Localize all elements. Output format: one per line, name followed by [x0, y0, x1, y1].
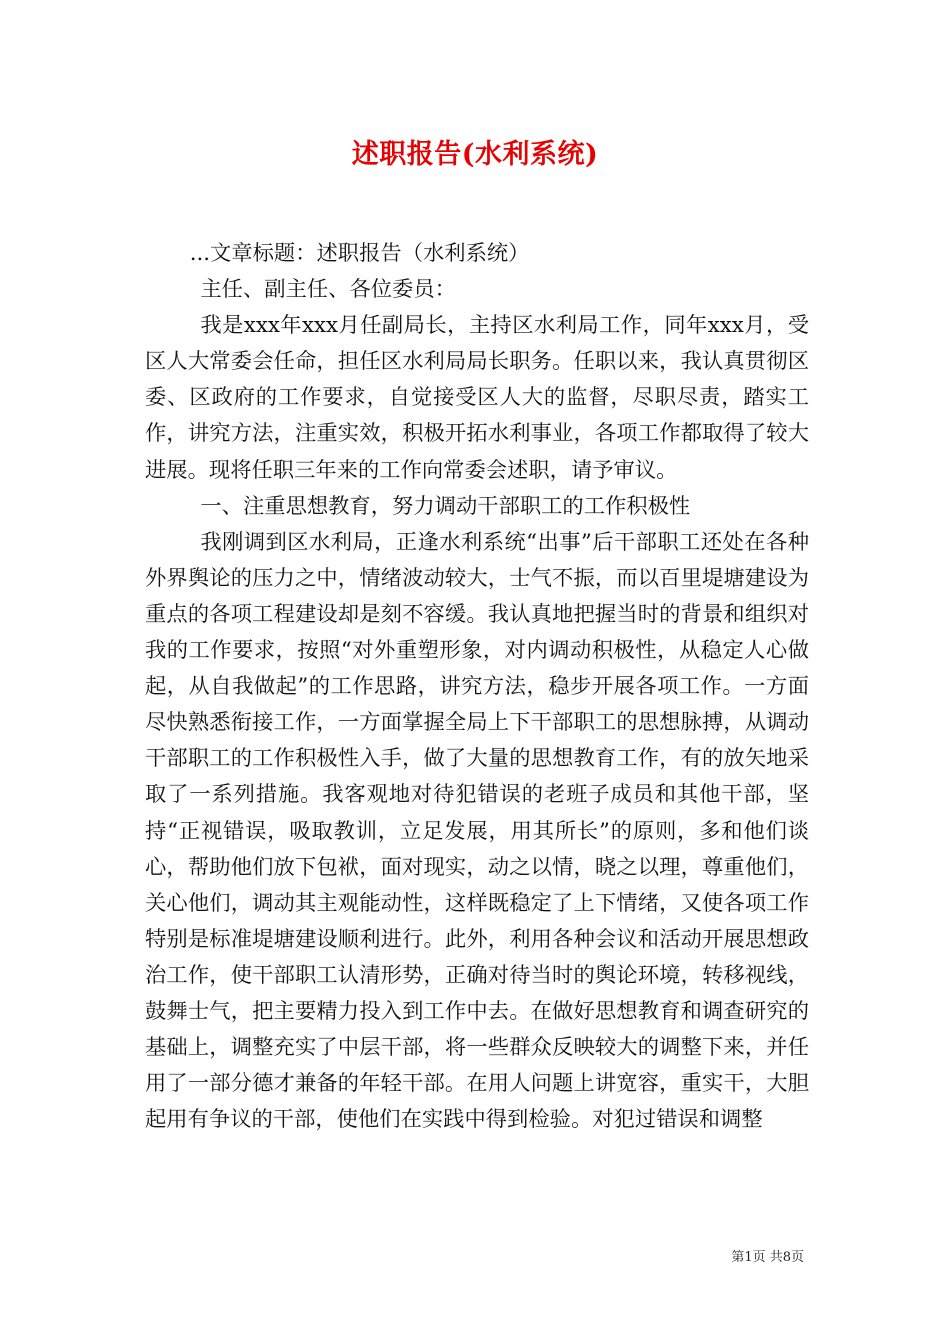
salutation: 主任、副主任、各位委员： — [200, 277, 456, 303]
document-title: 述职报告(水利系统) — [351, 139, 599, 170]
document-body — [145, 236, 809, 1138]
page-number-footer: 第1页 共8页 — [731, 1250, 804, 1265]
paragraph-intro: 我是xxx年xxx月任副局长，主持区水利局工作，同年xxx月，受区人大常委会任命，担任区水利局局长职务。任职以来，我认真贯彻区委、区政府的工作要求，自觉接受区人大的监督，尽职尽责，踏实工作，讲究方法，注重实效，积极开拓水利事业，各项工作都取得了较大进展。现将任职三年来的工作向常委会述职，请予审议。 — [145, 313, 809, 483]
section-heading-1: 一、注重思想教育，努力调动干部职工的工作积极性 — [200, 493, 691, 519]
paragraph-section-1: 我刚调到区水利局，正逢水利系统“出事”后干部职工还处在各种外界舆论的压力之中，情绪波动较大，士气不振，而以百里堤塘建设为重点的各项工程建设却是刻不容缓。我认真地把握当时的背景和组织对我的工作要求，按照“对外重塑形象，对内调动积极性，从稳定人心做起，从自我做起”的工作思路，讲究方法，稳步开展各项工作。一方面尽快熟悉衔接工作，一方面掌握全局上下干部职工的思想脉搏，从调动干部职工的工作积极性入手，做了大量的思想教育工作，有的放矢地采取了一系列措施。我客观地对待犯错误的老班子成员和其他干部，坚持“正视错误，吸取教训，立足发展，用其所长”的原则，多和他们谈心，帮助他们放下包袱，面对现实，动之以情，晓之以理，尊重他们，关心他们，调动其主观能动性，这样既稳定了上下情绪，又使各项工作特别是标准堤塘建设顺利进行。此外，利用各种会议和活动开展思想政治工作，使干部职工认清形势，正确对待当时的舆论环境，转移视线，鼓舞士气，把主要精力投入到工作中去。在做好思想教育和调查研究的基础上，调整充实了中层干部，将一些群众反映较大的调整下来，并任用了一部分德才兼备的年轻干部。在用人问题上讲宽容，重实干，大胆起用有争议的干部，使他们在实践中得到检验。对犯过错误和调整 — [145, 529, 809, 1133]
article-title-line: ...文章标题：述职报告（水利系统） — [189, 241, 530, 266]
